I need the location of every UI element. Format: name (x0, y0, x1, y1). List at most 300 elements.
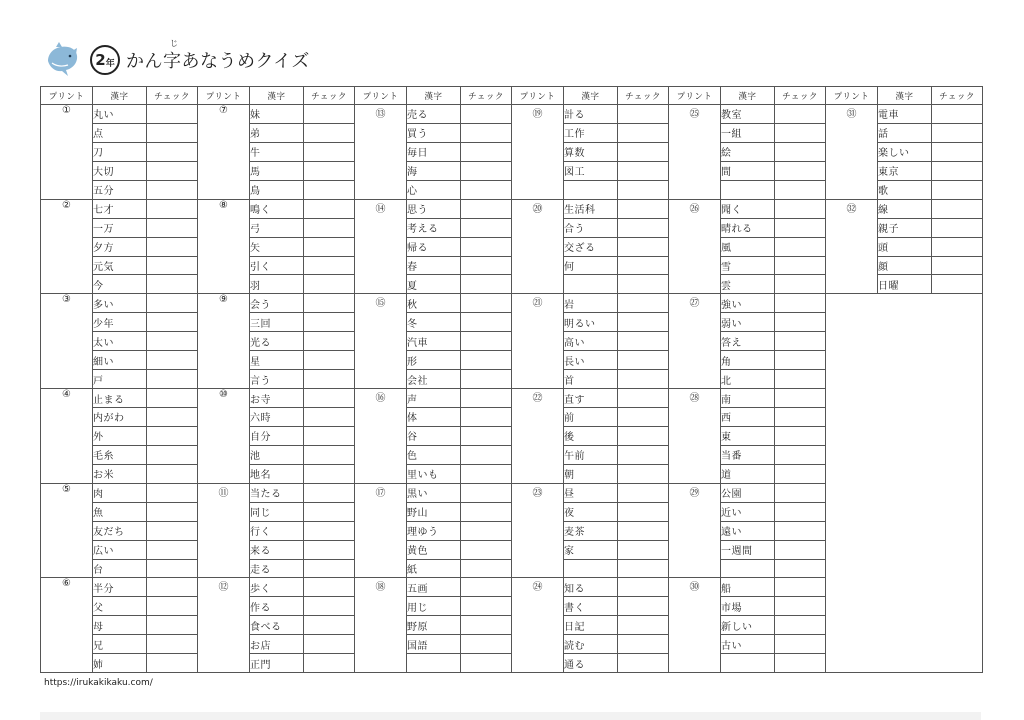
kanji-cell: 形 (407, 351, 461, 370)
kanji-cell: 声 (407, 389, 461, 408)
kanji-cell: 姉 (93, 654, 147, 673)
check-cell[interactable] (932, 161, 983, 180)
check-cell[interactable] (932, 256, 983, 275)
print-number: ㉜ (826, 199, 878, 294)
check-cell[interactable] (147, 559, 198, 578)
check-cell[interactable] (775, 256, 826, 275)
kanji-cell: 一週間 (721, 540, 775, 559)
kanji-cell: 点 (93, 123, 147, 142)
check-cell[interactable] (775, 540, 826, 559)
check-cell[interactable] (304, 313, 355, 332)
check-cell[interactable] (461, 559, 512, 578)
check-cell[interactable] (775, 597, 826, 616)
kanji-cell: 工作 (564, 123, 618, 142)
check-cell[interactable] (304, 389, 355, 408)
kanji-cell: 細い (93, 351, 147, 370)
kanji-cell: 夏 (407, 275, 461, 294)
check-cell[interactable] (775, 408, 826, 427)
kanji-cell: 汽車 (407, 332, 461, 351)
check-cell[interactable] (775, 332, 826, 351)
kanji-cell: 走る (250, 559, 304, 578)
check-cell[interactable] (304, 142, 355, 161)
check-cell[interactable] (304, 540, 355, 559)
check-cell[interactable] (147, 464, 198, 483)
kanji-cell: 教室 (721, 105, 775, 124)
kanji-cell: 読む (564, 635, 618, 654)
kanji-cell: 公園 (721, 483, 775, 502)
kanji-cell: 遠い (721, 521, 775, 540)
check-cell[interactable] (775, 275, 826, 294)
check-cell[interactable] (461, 540, 512, 559)
print-number: ⑭ (355, 199, 407, 294)
check-cell[interactable] (147, 408, 198, 427)
check-cell[interactable] (775, 578, 826, 597)
check-cell[interactable] (618, 597, 669, 616)
kanji-cell: 用じ (407, 597, 461, 616)
kanji-cell: 当番 (721, 445, 775, 464)
check-cell[interactable] (775, 199, 826, 218)
kanji-cell: 朝 (564, 464, 618, 483)
check-cell[interactable] (304, 256, 355, 275)
kanji-cell: 昼 (564, 483, 618, 502)
print-col-header: プリント (669, 87, 721, 105)
kanji-cell: 友だち (93, 521, 147, 540)
check-cell[interactable] (304, 123, 355, 142)
kanji-cell: 当たる (250, 483, 304, 502)
check-cell[interactable] (304, 408, 355, 427)
kanji-cell: 外 (93, 426, 147, 445)
check-cell[interactable] (461, 237, 512, 256)
check-cell[interactable] (618, 142, 669, 161)
kanji-cell: 歩く (250, 578, 304, 597)
check-cell[interactable] (147, 616, 198, 635)
check-cell[interactable] (618, 351, 669, 370)
kanji-cell: 親子 (878, 218, 932, 237)
kanji-cell: 一組 (721, 123, 775, 142)
check-cell[interactable] (461, 180, 512, 199)
check-cell[interactable] (304, 218, 355, 237)
kanji-col-header: 漢字 (250, 87, 304, 105)
check-cell[interactable] (618, 635, 669, 654)
check-cell[interactable] (932, 142, 983, 161)
kanji-cell: 鳴く (250, 199, 304, 218)
check-cell[interactable] (304, 445, 355, 464)
check-cell[interactable] (618, 199, 669, 218)
check-cell[interactable] (461, 445, 512, 464)
check-cell[interactable] (618, 313, 669, 332)
check-cell[interactable] (304, 616, 355, 635)
check-cell[interactable] (147, 389, 198, 408)
print-number: ⑫ (198, 578, 250, 673)
print-col-header: プリント (512, 87, 564, 105)
kanji-cell: お店 (250, 635, 304, 654)
check-cell[interactable] (618, 389, 669, 408)
check-cell[interactable] (932, 123, 983, 142)
kanji-cell: 黄色 (407, 540, 461, 559)
kanji-cell: 夕方 (93, 237, 147, 256)
kanji-cell: 牛 (250, 142, 304, 161)
check-cell[interactable] (618, 275, 669, 294)
check-cell[interactable] (932, 275, 983, 294)
kanji-col-header: 漢字 (407, 87, 461, 105)
kanji-cell: 行く (250, 521, 304, 540)
check-cell[interactable] (461, 123, 512, 142)
kanji-cell: 岩 (564, 294, 618, 313)
check-cell[interactable] (147, 370, 198, 389)
print-col-header: プリント (355, 87, 407, 105)
check-cell[interactable] (775, 123, 826, 142)
check-cell[interactable] (147, 180, 198, 199)
check-cell[interactable] (775, 218, 826, 237)
check-cell[interactable] (775, 445, 826, 464)
check-cell[interactable] (304, 275, 355, 294)
print-number: ③ (41, 294, 93, 389)
check-cell[interactable] (304, 464, 355, 483)
check-cell[interactable] (775, 161, 826, 180)
check-cell[interactable] (775, 483, 826, 502)
kanji-cell: 船 (721, 578, 775, 597)
table-row (41, 105, 983, 124)
check-cell[interactable] (461, 578, 512, 597)
print-number: ㉓ (512, 483, 564, 578)
check-cell[interactable] (618, 294, 669, 313)
kanji-cell: 父 (93, 597, 147, 616)
check-cell[interactable] (775, 313, 826, 332)
kanji-cell: 直す (564, 389, 618, 408)
kanji-cell: 地名 (250, 464, 304, 483)
check-cell[interactable] (618, 180, 669, 199)
check-cell[interactable] (618, 256, 669, 275)
kanji-cell: 首 (564, 370, 618, 389)
kanji-cell: 元気 (93, 256, 147, 275)
kanji-cell: 言う (250, 370, 304, 389)
kanji-cell: 一万 (93, 218, 147, 237)
check-cell[interactable] (461, 256, 512, 275)
kanji-cell: 冬 (407, 313, 461, 332)
kanji-cell: 考える (407, 218, 461, 237)
kanji-cell: 弓 (250, 218, 304, 237)
check-cell[interactable] (461, 464, 512, 483)
check-cell[interactable] (775, 502, 826, 521)
print-number: ⑥ (41, 578, 93, 673)
check-cell[interactable] (461, 426, 512, 445)
kanji-cell: 多い (93, 294, 147, 313)
check-cell[interactable] (147, 483, 198, 502)
kanji-cell: 丸い (93, 105, 147, 124)
check-cell[interactable] (304, 370, 355, 389)
kanji-cell: 聞く (721, 199, 775, 218)
kanji-cell: 広い (93, 540, 147, 559)
check-cell[interactable] (775, 521, 826, 540)
page-title (126, 39, 310, 73)
title-text: かん字あなうめクイズ (126, 51, 310, 72)
check-cell[interactable] (618, 105, 669, 124)
kanji-cell: 東京 (878, 161, 932, 180)
check-cell[interactable] (147, 578, 198, 597)
check-cell[interactable] (147, 256, 198, 275)
kanji-cell: 体 (407, 408, 461, 427)
kanji-cell: 五画 (407, 578, 461, 597)
kanji-cell: 刀 (93, 142, 147, 161)
kanji-cell: 兄 (93, 635, 147, 654)
check-cell[interactable] (461, 597, 512, 616)
kanji-cell: 後 (564, 426, 618, 445)
check-cell[interactable] (304, 332, 355, 351)
check-cell[interactable] (618, 237, 669, 256)
check-cell[interactable] (618, 464, 669, 483)
check-cell[interactable] (147, 654, 198, 673)
kanji-cell: 午前 (564, 445, 618, 464)
check-cell[interactable] (775, 616, 826, 635)
kanji-cell: 思う (407, 199, 461, 218)
check-cell[interactable] (461, 616, 512, 635)
check-cell[interactable] (147, 635, 198, 654)
kanji-cell: 夜 (564, 502, 618, 521)
print-number: ㉖ (669, 199, 721, 294)
kanji-col-header: 漢字 (878, 87, 932, 105)
kanji-cell: 黒い (407, 483, 461, 502)
check-cell[interactable] (461, 161, 512, 180)
kanji-cell: 太い (93, 332, 147, 351)
check-cell[interactable] (461, 502, 512, 521)
check-cell[interactable] (304, 105, 355, 124)
kanji-cell: 通る (564, 654, 618, 673)
kanji-cell: 六時 (250, 408, 304, 427)
empty-area (826, 294, 983, 673)
print-number: ⑤ (41, 483, 93, 578)
kanji-cell: 風 (721, 237, 775, 256)
grade-suffix: 年 (105, 58, 115, 69)
kanji-cell: 古い (721, 635, 775, 654)
check-cell[interactable] (932, 180, 983, 199)
check-cell[interactable] (618, 408, 669, 427)
check-cell[interactable] (461, 351, 512, 370)
kanji-cell (564, 559, 618, 578)
check-cell[interactable] (304, 483, 355, 502)
kanji-cell: 里いも (407, 464, 461, 483)
check-cell[interactable] (461, 218, 512, 237)
kanji-cell: 大切 (93, 161, 147, 180)
check-cell[interactable] (461, 654, 512, 673)
check-cell[interactable] (147, 521, 198, 540)
kanji-cell (407, 654, 461, 673)
check-cell[interactable] (147, 332, 198, 351)
check-cell[interactable] (775, 559, 826, 578)
check-cell[interactable] (775, 105, 826, 124)
kanji-cell: 新しい (721, 616, 775, 635)
check-cell[interactable] (775, 237, 826, 256)
check-cell[interactable] (775, 464, 826, 483)
print-number: ④ (41, 389, 93, 484)
kanji-cell: 日曜 (878, 275, 932, 294)
check-cell[interactable] (147, 294, 198, 313)
check-cell[interactable] (461, 370, 512, 389)
check-cell[interactable] (304, 199, 355, 218)
print-number: ㉙ (669, 483, 721, 578)
kanji-cell: 絵 (721, 142, 775, 161)
check-cell[interactable] (304, 654, 355, 673)
check-cell[interactable] (618, 218, 669, 237)
check-cell[interactable] (461, 408, 512, 427)
kanji-cell: 帰る (407, 237, 461, 256)
check-cell[interactable] (618, 123, 669, 142)
check-cell[interactable] (147, 313, 198, 332)
check-cell[interactable] (304, 559, 355, 578)
check-cell[interactable] (304, 237, 355, 256)
header-row (41, 87, 983, 105)
check-cell[interactable] (147, 275, 198, 294)
table-row (41, 294, 983, 313)
kanji-cell (721, 180, 775, 199)
check-cell[interactable] (618, 332, 669, 351)
check-cell[interactable] (932, 218, 983, 237)
check-cell[interactable] (304, 351, 355, 370)
kanji-col-header: 漢字 (564, 87, 618, 105)
check-cell[interactable] (461, 635, 512, 654)
check-cell[interactable] (618, 445, 669, 464)
check-cell[interactable] (932, 237, 983, 256)
footer-url[interactable]: https://irukakikaku.com/ (44, 678, 153, 688)
check-cell[interactable] (304, 161, 355, 180)
check-cell[interactable] (618, 540, 669, 559)
print-number: ㉒ (512, 389, 564, 484)
check-cell[interactable] (147, 105, 198, 124)
kanji-cell: 家 (564, 540, 618, 559)
check-cell[interactable] (147, 161, 198, 180)
check-cell[interactable] (618, 559, 669, 578)
grade-badge (90, 45, 120, 75)
check-cell[interactable] (932, 105, 983, 124)
print-number: ㉗ (669, 294, 721, 389)
kanji-cell: 少年 (93, 313, 147, 332)
check-cell[interactable] (147, 445, 198, 464)
header (44, 38, 310, 82)
check-cell[interactable] (618, 426, 669, 445)
kanji-cell: 会社 (407, 370, 461, 389)
check-cell[interactable] (461, 332, 512, 351)
check-cell[interactable] (147, 218, 198, 237)
kanji-cell: 前 (564, 408, 618, 427)
check-cell[interactable] (304, 597, 355, 616)
check-cell[interactable] (618, 578, 669, 597)
check-cell[interactable] (618, 370, 669, 389)
check-cell[interactable] (304, 635, 355, 654)
check-cell[interactable] (775, 180, 826, 199)
kanji-cell: 図工 (564, 161, 618, 180)
check-cell[interactable] (618, 654, 669, 673)
kanji-cell: 西 (721, 408, 775, 427)
kanji-cell: 晴れる (721, 218, 775, 237)
grade-number: 2 (95, 51, 106, 69)
check-col-header: チェック (618, 87, 669, 105)
check-cell[interactable] (147, 426, 198, 445)
check-cell[interactable] (304, 180, 355, 199)
check-col-header: チェック (775, 87, 826, 105)
check-cell[interactable] (461, 275, 512, 294)
check-cell[interactable] (304, 294, 355, 313)
check-cell[interactable] (932, 199, 983, 218)
print-col-header: プリント (41, 87, 93, 105)
check-cell[interactable] (461, 389, 512, 408)
check-cell[interactable] (775, 142, 826, 161)
kanji-cell: 近い (721, 502, 775, 521)
check-cell[interactable] (618, 161, 669, 180)
print-number: ⑬ (355, 105, 407, 200)
quiz-table (40, 86, 983, 673)
check-cell[interactable] (147, 597, 198, 616)
kanji-cell (721, 559, 775, 578)
check-col-header: チェック (932, 87, 983, 105)
kanji-cell: 毎日 (407, 142, 461, 161)
check-cell[interactable] (461, 294, 512, 313)
check-col-header: チェック (304, 87, 355, 105)
kanji-cell: 南 (721, 389, 775, 408)
print-col-header: プリント (198, 87, 250, 105)
check-cell[interactable] (775, 389, 826, 408)
check-cell[interactable] (775, 426, 826, 445)
quiz-body (41, 105, 983, 673)
check-cell[interactable] (147, 199, 198, 218)
check-cell[interactable] (775, 351, 826, 370)
check-cell[interactable] (147, 237, 198, 256)
kanji-cell: 羽 (250, 275, 304, 294)
check-cell[interactable] (147, 540, 198, 559)
check-cell[interactable] (461, 142, 512, 161)
print-number: ⑧ (198, 199, 250, 294)
print-number: ⑦ (198, 105, 250, 200)
kanji-cell: 日記 (564, 616, 618, 635)
kanji-cell: 谷 (407, 426, 461, 445)
check-cell[interactable] (147, 142, 198, 161)
check-cell[interactable] (618, 521, 669, 540)
check-cell[interactable] (775, 635, 826, 654)
check-cell[interactable] (618, 502, 669, 521)
check-cell[interactable] (775, 294, 826, 313)
print-number: ⑨ (198, 294, 250, 389)
footer-bar (40, 712, 981, 720)
print-number: ㉘ (669, 389, 721, 484)
check-cell[interactable] (618, 483, 669, 502)
kanji-cell: 矢 (250, 237, 304, 256)
check-cell[interactable] (147, 351, 198, 370)
kanji-cell: 書く (564, 597, 618, 616)
check-cell[interactable] (461, 521, 512, 540)
kanji-cell: 雪 (721, 256, 775, 275)
kanji-cell: 長い (564, 351, 618, 370)
check-cell[interactable] (147, 123, 198, 142)
check-cell[interactable] (618, 616, 669, 635)
check-cell[interactable] (461, 199, 512, 218)
check-cell[interactable] (147, 502, 198, 521)
kanji-cell: 売る (407, 105, 461, 124)
kanji-cell: 母 (93, 616, 147, 635)
check-cell[interactable] (775, 370, 826, 389)
print-number: ① (41, 105, 93, 200)
kanji-cell: 理ゆう (407, 521, 461, 540)
check-cell[interactable] (461, 105, 512, 124)
kanji-cell: 算数 (564, 142, 618, 161)
check-cell[interactable] (304, 502, 355, 521)
check-cell[interactable] (304, 426, 355, 445)
check-cell[interactable] (304, 521, 355, 540)
check-cell[interactable] (775, 654, 826, 673)
check-cell[interactable] (304, 578, 355, 597)
check-cell[interactable] (461, 313, 512, 332)
check-cell[interactable] (461, 483, 512, 502)
kanji-cell: 麦茶 (564, 521, 618, 540)
kanji-cell: 生活科 (564, 199, 618, 218)
kanji-col-header: 漢字 (721, 87, 775, 105)
